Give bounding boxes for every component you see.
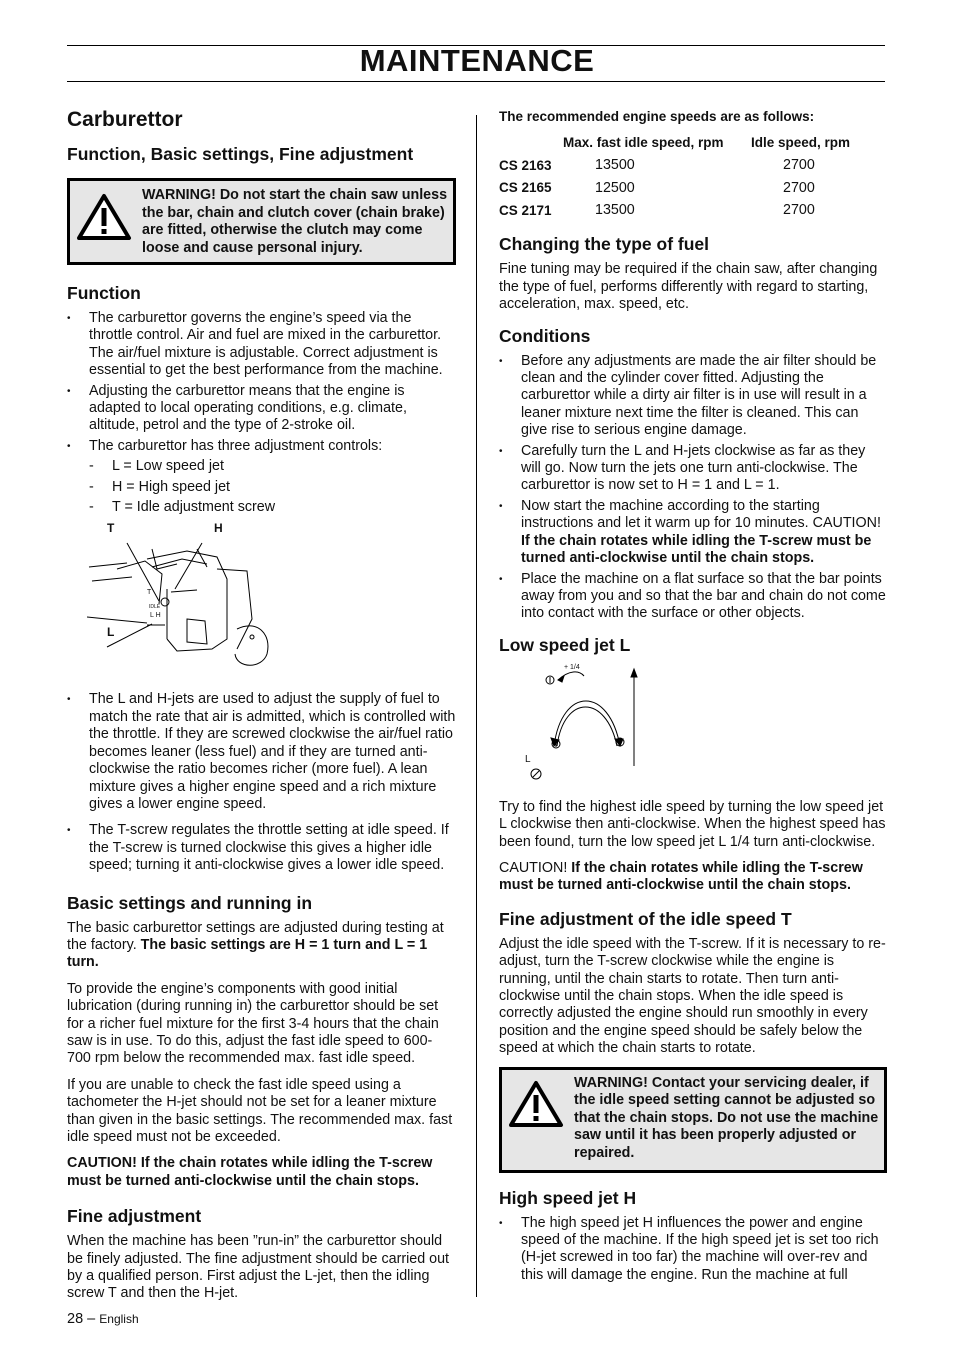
conditions-list bbox=[499, 353, 887, 623]
fine-idle-paragraph: Adjust the idle speed with the T-screw. If it is necessary to re-adjust, turn the T-screw clockwise while the engine is running, until the chain starts to rotate. Then turn anti-clockwise until the chain stops. When the idle speed is correctly adjusted the engine should run smoothly in every position and the engine speed should be safely below the speed at which the chain starts to rotate. bbox=[499, 935, 886, 1057]
low-speed-caution bbox=[499, 860, 887, 895]
figure-label-t: T bbox=[107, 521, 115, 536]
table-cell: 12500 bbox=[595, 179, 635, 196]
figure-label-l: L bbox=[107, 625, 115, 640]
list-item: • Place the machine on a flat surface so that the bar points away from you and so that the bar and chain do not come into contact with the surface or other objects. bbox=[499, 571, 887, 623]
table-cell: 2700 bbox=[783, 202, 815, 219]
table-header-cell bbox=[499, 131, 563, 154]
bold-text: The basic settings are H = 1 turn and L = 1 turn. bbox=[67, 936, 428, 971]
function-list bbox=[67, 310, 456, 455]
changing-fuel-paragraph: Fine tuning may be required if the chain saw, after changing the type of fuel, performs differently with regard to starting, acceleration, max. speed, etc. bbox=[499, 261, 878, 313]
table-row bbox=[499, 199, 850, 222]
title-underline bbox=[67, 81, 885, 82]
low-figure-l-label: L bbox=[525, 753, 531, 765]
list-item: - H = High speed jet bbox=[89, 479, 456, 496]
low-figure-quarter-label: + 1/4 bbox=[564, 663, 580, 671]
high-speed-jet-heading: High speed jet H bbox=[499, 1187, 637, 1208]
table-cell: CS 2171 bbox=[499, 202, 552, 218]
list-item: • The L and H-jets are used to adjust the supply of fuel to match the rate that air is admitted, which is controlled with the throttle. If they are screwed clockwise the air/fuel ratio becomes leaner (less fuel) and if they are turned anti-clockwise the ratio becomes richer (more fuel). A lean mixture gives a higher engine speed and a rich mixture gives a lower engine speed. bbox=[67, 691, 456, 813]
list-item: - L = Low speed jet bbox=[89, 458, 456, 475]
table-cell: 2700 bbox=[783, 157, 815, 174]
warning-triangle-icon bbox=[76, 193, 132, 241]
fine-adjustment-heading: Fine adjustment bbox=[67, 1206, 202, 1227]
bold-text: CAUTION! If the chain rotates while idling the T-screw must be turned anti-clockwise until the chain stops. bbox=[67, 1155, 433, 1189]
list-item: • The high speed jet H influences the power and engine speed of the machine. If the high speed jet is set too rich (H-jet screwed in too far) the machine will over-rev and this will damage the engine. Run the machine at full bbox=[499, 1215, 887, 1285]
warning-box bbox=[67, 178, 456, 265]
controls-list bbox=[67, 458, 456, 516]
figure-tiny-t: T bbox=[147, 589, 152, 597]
footer-language: English bbox=[99, 1312, 139, 1326]
list-item: • The carburettor has three adjustment controls: bbox=[67, 438, 456, 455]
warning-box bbox=[499, 1067, 887, 1173]
section-subtitle: Function, Basic settings, Fine adjustment bbox=[67, 144, 414, 164]
list-item bbox=[499, 498, 887, 568]
section-title: Carburettor bbox=[67, 108, 183, 131]
text: The basic carburettor settings are adjusted during testing at the factory. bbox=[67, 919, 444, 953]
low-speed-paragraph: Try to find the highest idle speed by turning the low speed jet L clockwise then anti-clockwise. When the highest speed has been found, turn the low speed jet L 1/4 turn anti-clockwise. bbox=[499, 798, 886, 850]
page-number: 28 bbox=[67, 1311, 84, 1327]
list-item: - T = Idle adjustment screw bbox=[89, 499, 456, 516]
list-item: • Carefully turn the L and H-jets clockwise as far as they will go. Now turn the jets one turn anti-clockwise. The carburettor is now set to H = 1 and L = 1. bbox=[499, 443, 887, 495]
chainsaw-adjustment-illustration bbox=[87, 529, 287, 679]
changing-fuel-heading: Changing the type of fuel bbox=[499, 234, 709, 255]
table-header-cell: Idle speed, rpm bbox=[751, 135, 851, 151]
bold-text: If the chain rotates while idling the T-screw must be turned anti-clockwise until the chain stops. bbox=[521, 532, 872, 567]
footer-dash: – bbox=[83, 1311, 100, 1327]
page-footer bbox=[67, 1311, 139, 1327]
carburettor-figure bbox=[67, 521, 456, 681]
speeds-intro bbox=[499, 108, 887, 125]
basic-paragraph-2: To provide the engine’s components with good initial lubrication (during running in) the carburettor should be set for a richer fuel mixture for the first 3-4 hours that the chain saw is in use. To do this, adjust the fast idle speed to 600-700 rpm below the recommended max. fast idle speed. bbox=[67, 980, 439, 1067]
list-item: • The carburettor governs the engine’s speed via the throttle control. Air and fuel are mixed in the carburettor. The air/fuel mixture is adjustable. Correct adjustment is essential to get the best performance from the machine. bbox=[67, 310, 456, 380]
low-speed-jet-heading: Low speed jet L bbox=[499, 634, 631, 655]
caution-paragraph bbox=[67, 1155, 456, 1190]
table-cell: CS 2163 bbox=[499, 157, 552, 173]
low-speed-figure bbox=[499, 662, 887, 797]
conditions-heading: Conditions bbox=[499, 325, 591, 346]
bold-text: The recommended engine speeds are as follows: bbox=[499, 109, 815, 124]
left-column bbox=[67, 108, 456, 1312]
warning-text: WARNING! Contact your servicing dealer, if the idle speed setting cannot be adjusted so that the chain stops. Do not use the machine saw until it has been properly adjusted or repaired. bbox=[574, 1074, 879, 1161]
high-speed-list bbox=[499, 1215, 887, 1285]
fine-idle-heading: Fine adjustment of the idle speed T bbox=[499, 908, 792, 929]
figure-label-h: H bbox=[214, 521, 223, 536]
list-item: • Adjusting the carburettor means that the engine is adapted to local operating conditions, e.g. climate, altitude, petrol and the type of 2-stroke oil. bbox=[67, 383, 456, 435]
engine-speeds-table bbox=[499, 131, 850, 221]
right-column bbox=[499, 108, 887, 1287]
table-header-row bbox=[499, 131, 850, 154]
figure-tiny-idle: IDLE bbox=[149, 604, 161, 611]
list-item: • The T-screw regulates the throttle setting at idle speed. If the T-screw is turned clockwise this gives a higher idle speed; turning it anti-clockwise gives a lower idle speed. bbox=[67, 822, 456, 874]
list-item: • Before any adjustments are made the air filter should be clean and the cylinder cover fitted. Adjusting the carburettor while a dirty air filter is in use will result in a leaner mixture next time the filter is cleaned. This can give rise to serious engine damage. bbox=[499, 353, 887, 440]
table-cell: CS 2165 bbox=[499, 180, 552, 196]
text: CAUTION! bbox=[499, 859, 572, 876]
column-divider bbox=[476, 115, 477, 1297]
table-cell: 2700 bbox=[783, 179, 815, 196]
figure-tiny-lh: L H bbox=[150, 612, 161, 620]
fine-adjustment-paragraph: When the machine has been ”run-in” the carburettor should be finely adjusted. The fine adjustment should be carried out by a qualified person. First adjust the L-jet, then the idling screw T and then the H-jet. bbox=[67, 1233, 450, 1302]
table-row bbox=[499, 154, 850, 177]
table-row bbox=[499, 176, 850, 199]
basic-paragraph-1 bbox=[67, 920, 456, 972]
jets-list bbox=[67, 691, 456, 874]
warning-triangle-icon bbox=[508, 1080, 564, 1128]
bold-text: If the chain rotates while idling the T-screw must be turned anti-clockwise until the chain stops. bbox=[499, 859, 863, 894]
text: Now start the machine according to the starting instructions and let it warm up for 10 minutes. CAUTION! bbox=[521, 497, 881, 532]
warning-text: WARNING! Do not start the chain saw unless the bar, chain and clutch cover (chain brake) are fitted, otherwise the clutch may come loose and cause personal injury. bbox=[142, 187, 448, 256]
function-heading: Function bbox=[67, 283, 141, 303]
table-header-cell: Max. fast idle speed, rpm bbox=[563, 135, 724, 151]
low-speed-curve-illustration bbox=[524, 663, 674, 786]
table-cell: 13500 bbox=[595, 157, 635, 174]
basic-settings-heading: Basic settings and running in bbox=[67, 892, 313, 913]
page-title: MAINTENANCE bbox=[359, 43, 595, 78]
basic-paragraph-3: If you are unable to check the fast idle speed using a tachometer the H-jet should not be set for a leaner mixture than given in the basic settings. The recommended max. fast idle speed must not be exceeded. bbox=[67, 1076, 453, 1145]
table-cell: 13500 bbox=[595, 202, 635, 219]
